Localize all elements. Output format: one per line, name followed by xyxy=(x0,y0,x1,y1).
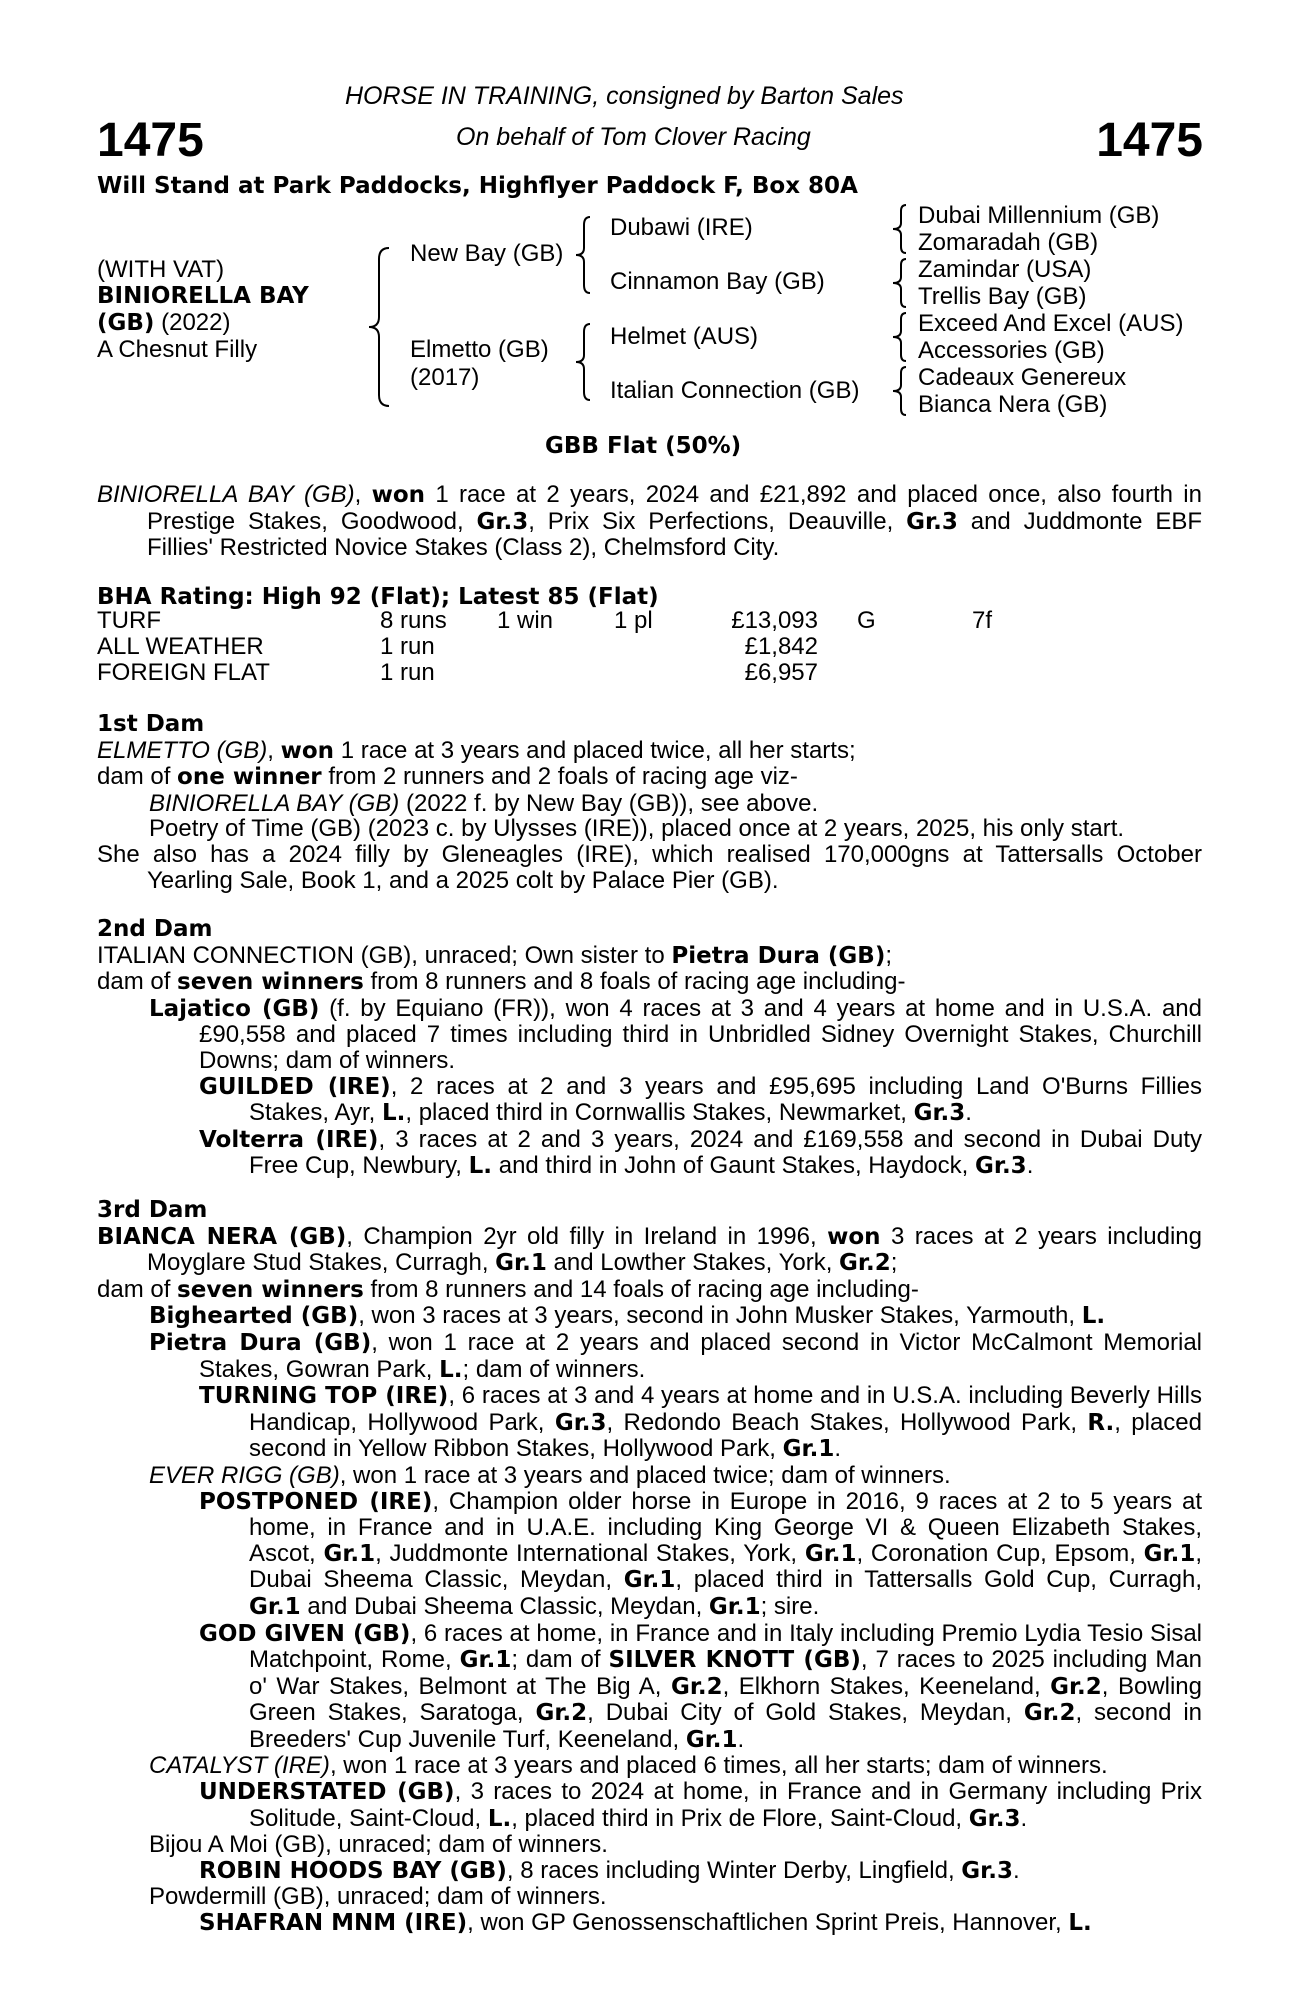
third-dam-section: 3rd Dam BIANCA NERA (GB), Champion 2yr old filly in Ireland in 1996, won 3 races at 2 years including Moyglare Stud Stakes, Curragh, Gr.1 and Lowther Stakes, York, Gr.2; dam of seven winners from 8 runners and 14 foals of racing age including- Bighearted (GB), won 3 races at 3 years, second in John Musker Stakes, Yarmouth, L. Pietra Dura (GB), won 1 race at 2 years and placed second in Victor McCalmont Memorial Stakes, Gowran Park, L.; dam of winners. TURNING TOP (IRE), 6 races at 3 and 4 years at home and in U.S.A. including Beverly Hills Handicap, Hollywood Park, Gr.3, Redondo Beach Stakes, Hollywood Park, R., placed second in Yellow Ribbon Stakes, Hollywood Park, Gr.1. EVER RIGG (GB), won 1 race at 3 years and placed twice; dam of winners. POSTPONED (IRE), Champion older horse in Europe in 2016, 9 races at 2 to 5 years at home, in France and in U.A.E. including King George VI & Queen Elizabeth Stakes, Ascot, Gr.1, Juddmonte International Stakes, York, Gr.1, Coronation Cup, Epsom, Gr.1, Dubai Sheema Classic, Meydan, Gr.1, placed third in Tattersalls Gold Cup, Curragh, Gr.1 and Dubai Sheema Classic, Meydan, Gr.1; sire. GOD GIVEN (GB), 6 races at home, in France and in Italy including Premio Lydia Tesio Sisal Matchpoint, Rome, Gr.1; dam of SILVER KNOTT (GB), 7 races to 2025 including Man o' War Stakes, Belmont at The Big A, Gr.2, Elkhorn Stakes, Keeneland, Gr.2, Bowling Green Stakes, Saratoga, Gr.2, Dubai City of Gold Stakes, Meydan, Gr.2, second in Breeders' Cup Juvenile Turf, Keeneland, Gr.1. CATALYST (IRE), won 1 race at 3 years and placed 6 times, all her starts; dam of winners. UNDERSTATED (GB), 3 races to 2024 at home, in France and in Germany including Prix Solitude, Saint-Cloud, L., placed third in Prix de Flore, Saint-Cloud, Gr.3. Bijou A Moi (GB), unraced; dam of winners. ROBIN HOODS BAY (GB), 8 races including Winter Derby, Lingfield, Gr.3. Powdermill (GB), unraced; dam of winners. SHAFRAN MNM (IRE), won GP Genossenschaftlichen Sprint Preis, Hannover, L. xyxy=(97,1197,1203,1937)
brace-ss xyxy=(890,203,910,255)
ssd: Zomaradah (GB) xyxy=(918,229,1099,256)
stat-money-1: £1,842 xyxy=(744,633,818,660)
dam-sire: Helmet (AUS) xyxy=(610,323,759,350)
brace-gen1 xyxy=(365,245,395,410)
stand-location: Will Stand at Park Paddocks, Highflyer Paddock F, Box 80A xyxy=(97,173,858,199)
horse-origin-year xyxy=(97,309,230,337)
stat-surface-1: ALL WEATHER xyxy=(97,633,264,660)
summary-name: BINIORELLA BAY (GB) xyxy=(97,481,355,508)
stat-surface-2: FOREIGN FLAT xyxy=(97,659,270,686)
second-dam-heading: 2nd Dam xyxy=(97,916,213,942)
consignment-line: HORSE IN TRAINING, consigned by Barton Sales xyxy=(345,82,904,110)
dam-year: (2017) xyxy=(410,364,480,391)
brace-sd xyxy=(890,257,910,309)
horse-description: A Chesnut Filly xyxy=(97,336,258,363)
first-dam-section: 1st Dam ELMETTO (GB), won 1 race at 3 years and placed twice, all her starts; dam of one winner from 2 runners and 2 foals of racing age viz- BINIORELLA BAY (GB) (2022 f. by New Bay (GB)), see above. Poetry of Time (GB) (2023 c. by Ulysses (IRE)), placed once at 2 years, 2025, his only start. She also has a 2024 filly by Gleneagles (IRE), which realised 170,000gns at Tattersalls October Yearling Sale, Book 1, and a 2025 colt by Palace Pier (GB). xyxy=(97,711,1202,894)
gbb-status: GBB Flat (50%) xyxy=(545,433,742,459)
stat-runs-2: 1 run xyxy=(380,659,435,686)
horse-year: (2022) xyxy=(154,309,231,336)
race-summary: BINIORELLA BAY (GB), won 1 race at 2 years, 2024 and £21,892 and placed once, also fourth in Prestige Stakes, Goodwood, Gr.3, Prix Six Perfections, Deauville, Gr.3 and Juddmonte EBF Fillies' Restricted Novice Stakes (Class 2), Chelmsford City. xyxy=(97,481,1202,562)
stat-wins-0: 1 win xyxy=(497,607,554,634)
stat-surface-0: TURF xyxy=(97,607,161,634)
sire: New Bay (GB) xyxy=(410,240,564,267)
stat-money-0: £13,093 xyxy=(731,607,818,634)
on-behalf-line: On behalf of Tom Clover Racing xyxy=(456,123,811,151)
horse-name: BINIORELLA BAY xyxy=(97,283,309,309)
dam-dam: Italian Connection (GB) xyxy=(610,377,860,404)
horse-origin: (GB) xyxy=(97,310,155,336)
summary-won: won xyxy=(371,482,426,508)
brace-dd xyxy=(890,365,910,417)
dss: Exceed And Excel (AUS) xyxy=(918,310,1184,337)
brace-ds xyxy=(890,311,910,363)
vat-note: (WITH VAT) xyxy=(97,256,225,283)
ddd: Bianca Nera (GB) xyxy=(918,391,1108,418)
stat-going-0: G xyxy=(857,607,876,634)
stat-runs-1: 1 run xyxy=(380,633,435,660)
dam: Elmetto (GB) xyxy=(410,336,549,363)
third-dam-heading: 3rd Dam xyxy=(97,1197,208,1223)
sds: Zamindar (USA) xyxy=(918,256,1092,283)
bha-rating: BHA Rating: High 92 (Flat); Latest 85 (Flat) xyxy=(97,584,659,610)
lot-number-right: 1475 xyxy=(1096,114,1203,167)
lot-number-left: 1475 xyxy=(97,114,204,167)
first-dam-heading: 1st Dam xyxy=(97,711,205,737)
sire-dam: Cinnamon Bay (GB) xyxy=(610,268,825,295)
sss: Dubai Millennium (GB) xyxy=(918,202,1160,229)
brace-dam xyxy=(572,322,594,402)
second-dam-section: 2nd Dam ITALIAN CONNECTION (GB), unraced; Own sister to Pietra Dura (GB); dam of seven winners from 8 runners and 8 foals of racing age including- Lajatico (GB) (f. by Equiano (FR)), won 4 races at 3 and 4 years at home and in U.S.A. and £90,558 and placed 7 times including third in Unbridled Sidney Overnight Stakes, Churchill Downs; dam of winners. GUILDED (IRE), 2 races at 2 and 3 years and £95,695 including Land O'Burns Fillies Stakes, Ayr, L., placed third in Cornwallis Stakes, Newmarket, Gr.3. Volterra (IRE), 3 races at 2 and 3 years, 2024 and £169,558 and second in Dubai Duty Free Cup, Newbury, L. and third in John of Gaunt Stakes, Haydock, Gr.3. xyxy=(97,916,1202,1180)
stat-placed-0: 1 pl xyxy=(614,607,653,634)
dds: Cadeaux Genereux xyxy=(918,364,1127,391)
stat-runs-0: 8 runs xyxy=(380,607,447,634)
stat-money-2: £6,957 xyxy=(744,659,818,686)
sire-sire: Dubawi (IRE) xyxy=(610,214,753,241)
stat-dist-0: 7f xyxy=(972,607,993,634)
dsd: Accessories (GB) xyxy=(918,337,1105,364)
brace-sire xyxy=(572,215,594,295)
sdd: Trellis Bay (GB) xyxy=(918,283,1087,310)
